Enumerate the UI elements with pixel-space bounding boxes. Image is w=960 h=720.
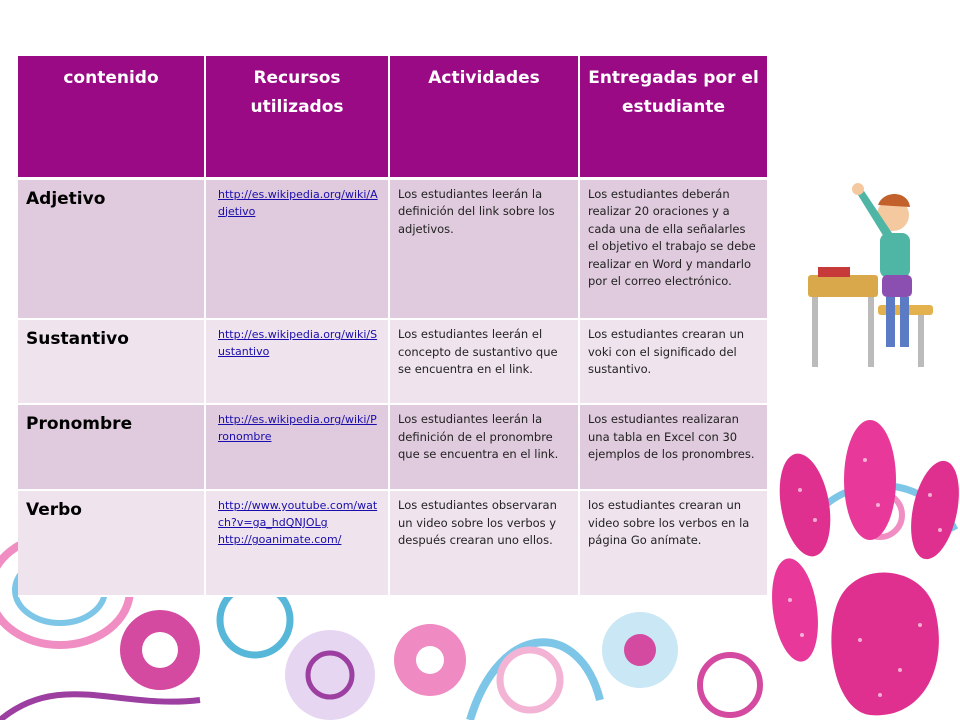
header-entregadas: Entregadas por el estudiante [579, 56, 767, 178]
delivered-cell: Los estudiantes crearan un voki con el significado del sustantivo. [579, 319, 767, 404]
resource-link[interactable]: http://goanimate.com/ [218, 533, 342, 546]
table-row-sustantivo [18, 319, 767, 404]
delivered-cell: los estudiantes crearan un video sobre los verbos en la página Go anímate. [579, 490, 767, 596]
resources-cell [205, 319, 389, 404]
student-at-desk-illustration [798, 175, 938, 370]
delivered-cell: Los estudiantes realizaran una tabla en Excel con 30 ejemplos de los pronombres. [579, 404, 767, 490]
resource-link[interactable]: http://www.youtube.com/watch?v=ga_hdQNJOLg [218, 499, 378, 529]
resources-cell [205, 490, 389, 596]
concept-cell: Verbo [18, 490, 205, 596]
activity-cell: Los estudiantes leerán el concepto de sustantivo que se encuentra en el link. [389, 319, 579, 404]
concept-cell: Adjetivo [18, 178, 205, 319]
activity-cell: Los estudiantes leerán la definición de el pronombre que se encuentra en el link. [389, 404, 579, 490]
resources-cell [205, 404, 389, 490]
table-header-row [18, 56, 767, 178]
table-row-pronombre [18, 404, 767, 490]
header-contenido: contenido [18, 56, 205, 178]
activity-cell: Los estudiantes observaran un video sobre los verbos y después crearan uno ellos. [389, 490, 579, 596]
resource-link[interactable]: http://es.wikipedia.org/wiki/Adjetivo [218, 187, 378, 218]
table-row-verbo [18, 490, 767, 596]
header-recursos: Recursos utilizados [205, 56, 389, 178]
delivered-cell: Los estudiantes deberán realizar 20 oraciones y a cada una de ella señalarles el objetivo el trabajo se debe realizar en Word y mandarlo por el correo electrónico. [579, 178, 767, 319]
concept-cell: Pronombre [18, 404, 205, 490]
resource-link[interactable]: http://es.wikipedia.org/wiki/Pronombre [218, 413, 377, 443]
resource-link[interactable]: http://es.wikipedia.org/wiki/Sustantivo [218, 328, 378, 358]
resources-cell [205, 178, 389, 319]
header-actividades: Actividades [389, 56, 579, 178]
lesson-plan-table [18, 56, 767, 597]
activity-cell: Los estudiantes leerán la definición del link sobre los adjetivos. [389, 178, 579, 319]
concept-cell: Sustantivo [18, 319, 205, 404]
table-row-adjetivo [18, 178, 767, 319]
pink-glitter-paw-decoration [760, 410, 960, 720]
